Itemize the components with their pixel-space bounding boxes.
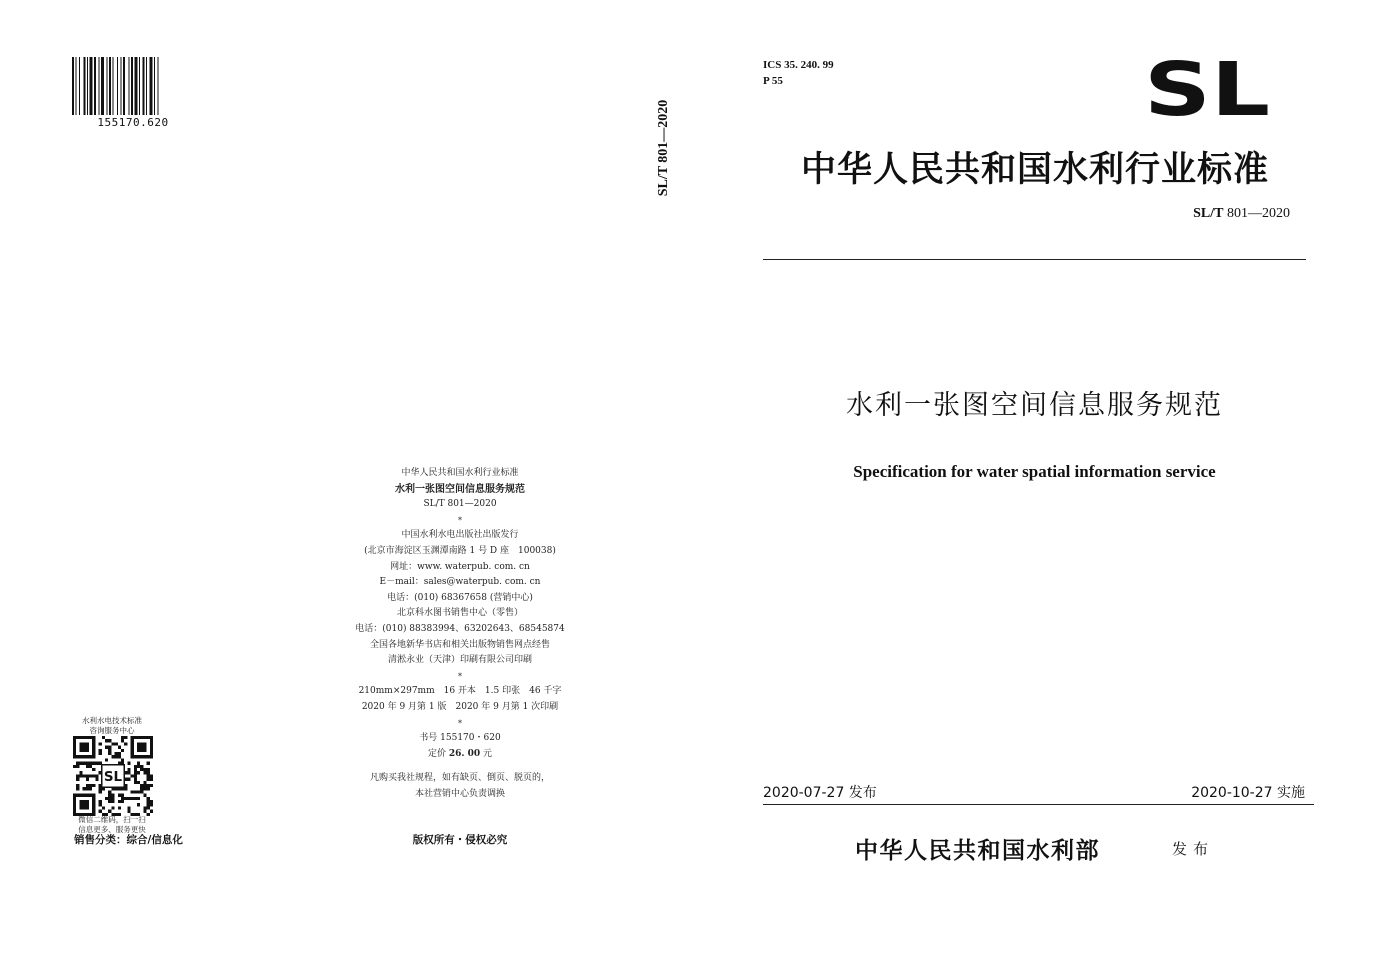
sales-category: 销售分类：综合/信息化	[74, 834, 183, 846]
colophon-title: 水利一张图空间信息服务规范	[395, 483, 525, 495]
colophon-address: (北京市海淀区玉渊潭南路 1 号 D 座 100038)	[364, 545, 556, 556]
qr-code-image	[73, 736, 153, 816]
colophon-separator: *	[458, 515, 462, 525]
colophon-notice-1: 凡购买我社规程，如有缺页、倒页、脱页的，	[369, 773, 550, 784]
ics-code: ICS 35. 240. 99	[763, 59, 834, 71]
issue-verb: 发布	[1172, 840, 1215, 858]
barcode-image	[72, 57, 194, 115]
svg-text:SL: SL	[1144, 57, 1270, 119]
issuing-ministry: 中华人民共和国水利部	[855, 837, 1100, 864]
colophon-printer: 清淞永业（天津）印刷有限公司印刷	[387, 655, 532, 666]
colophon-phone-sales: 电话：(010) 68367658 (营销中心)	[387, 592, 533, 603]
divider-top	[763, 259, 1306, 260]
colophon-separator: *	[458, 718, 462, 728]
colophon-authority: 中华人民共和国水利行业标准	[401, 468, 519, 478]
barcode-number: 155170.620	[97, 116, 169, 129]
issuing-authority-heading: 中华人民共和国水利行业标准	[800, 149, 1269, 190]
colophon-email: E－mail：sales@waterpub. com. cn	[379, 577, 541, 588]
colophon-phone-retail: 电话：(010) 88383994、63202643、68545874	[355, 623, 565, 634]
qr-caption-top: 水利水电技术标准 咨询服务中心	[82, 716, 142, 735]
sl-logo	[1143, 57, 1271, 119]
colophon-publisher: 中国水利水电出版社出版发行	[401, 530, 519, 541]
title-chinese: 水利一张图空间信息服务规范	[846, 390, 1223, 421]
qr-caption-bottom: 微信二维码，扫一扫 信息更多、服务更快	[78, 815, 146, 834]
colophon-price: 定价 26. 00 元	[427, 748, 493, 759]
ccs-code: P 55	[763, 75, 783, 87]
classification-codes	[763, 57, 834, 89]
qr-logo: SL	[103, 769, 123, 785]
colophon-distribution: 全国各地新华书店和相关出版物销售网点经售	[369, 639, 550, 650]
colophon-website: 网址：www. waterpub. com. cn	[390, 561, 530, 572]
colophon	[330, 466, 590, 802]
implementation-date: 2020-10-27 实施	[1191, 785, 1305, 801]
colophon-std-no: SL/T 801—2020	[423, 499, 497, 510]
standard-number: SL/T 801—2020	[1193, 206, 1290, 221]
colophon-separator: *	[458, 671, 462, 681]
colophon-notice-2: 本社营销中心负责调换	[414, 788, 505, 799]
title-english: Specification for water spatial information service	[853, 462, 1216, 481]
colophon-retail: 北京科水图书销售中心（零售）	[396, 608, 523, 619]
colophon-edition: 2020 年 9 月第 1 版 2020 年 9 月第 1 次印刷	[361, 701, 559, 712]
spine-standard-number: SL/T 801—2020	[656, 99, 671, 196]
copyright-notice: 版权所有・侵权必究	[412, 834, 508, 846]
issue-date: 2020-07-27 发布	[763, 785, 877, 801]
colophon-book-no: 书号 155170・620	[419, 733, 501, 744]
colophon-format: 210mm×297mm 16 开本 1.5 印张 46 千字	[358, 686, 562, 697]
divider-bottom	[763, 804, 1314, 805]
